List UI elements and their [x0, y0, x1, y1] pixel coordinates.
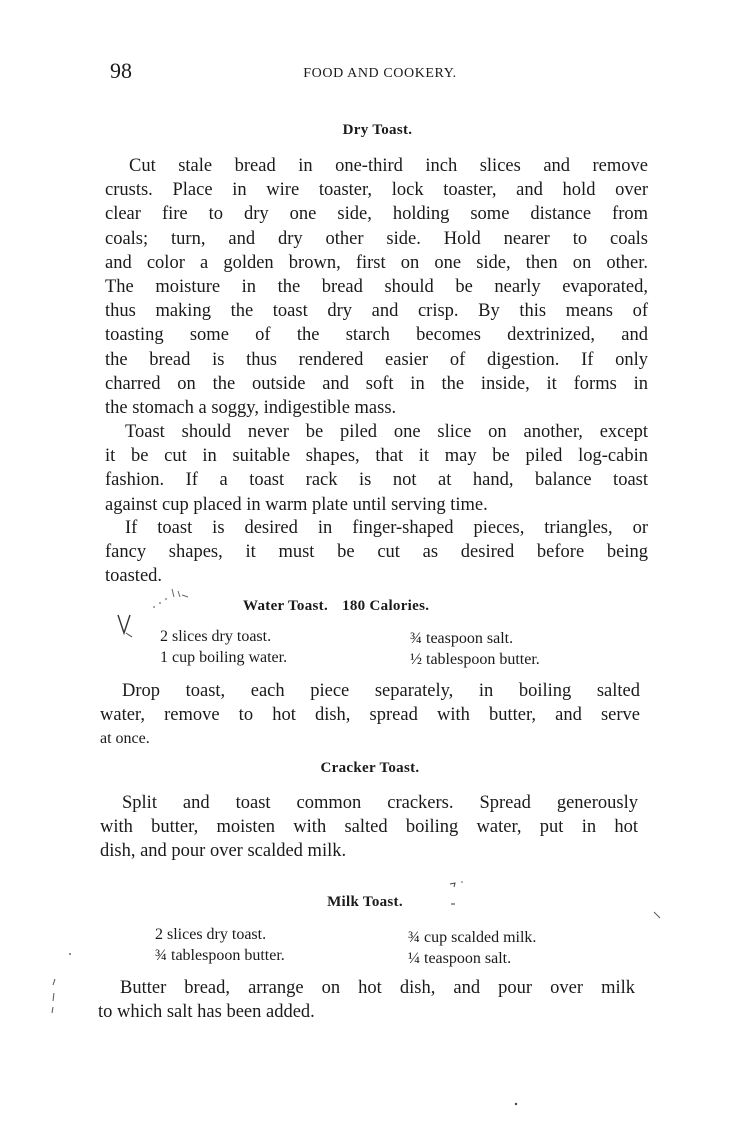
running-head: FOOD AND COOKERY.: [303, 66, 457, 81]
dry-toast-paragraph-2: [105, 420, 648, 517]
milk-toast-title: Milk Toast.: [327, 894, 403, 910]
milk-toast-ingredients-right: [408, 927, 536, 969]
dot-mark-icon: [66, 950, 74, 958]
margin-mark-icon: [45, 975, 65, 1025]
water-toast-calories: 180 Calories.: [342, 598, 430, 614]
cracker-toast-title: Cracker Toast.: [320, 760, 420, 776]
ingredient: 1 cup boiling water.: [160, 649, 288, 666]
text-line: toasted.: [105, 566, 163, 587]
text-line: at once.: [100, 730, 150, 748]
text-line: coals; turn, and dry other side. Hold nearer to coals: [105, 228, 648, 249]
text-line: with butter, moisten with salted boiling water, put in hot: [100, 817, 638, 838]
text-line: the bread is thus rendered easier of digestion. If only: [105, 349, 648, 370]
ingredient: 2 slices dry toast.: [155, 926, 267, 943]
ingredient: ¼ teaspoon salt.: [408, 950, 512, 967]
speck-mark-icon: [652, 910, 666, 924]
text-line: and color a golden brown, first on one side, then on other.: [105, 252, 648, 273]
dry-toast-title: Dry Toast.: [342, 122, 413, 138]
page-number: 98: [110, 58, 132, 83]
text-line: Toast should never be piled one slice on another, except: [125, 422, 648, 442]
ingredient: ½ tablespoon butter.: [410, 651, 540, 668]
text-line: dish, and pour over scalded milk.: [100, 841, 347, 862]
cracker-toast-directions: [100, 791, 638, 864]
dry-toast-paragraph-1: [105, 154, 648, 420]
text-line: charred on the outside and soft in the inside, it forms in: [105, 373, 648, 394]
page-header: [110, 58, 650, 88]
text-line: clear fire to dry one side, holding some distance from: [105, 204, 648, 225]
water-toast-ingredients-right: [410, 628, 540, 670]
text-line: it be cut in suitable shapes, that it may be piled log-cabin: [105, 446, 648, 467]
text-line: thus making the toast dry and crisp. By this means of: [105, 301, 648, 322]
print-mark-icon: [448, 878, 488, 908]
text-line: If toast is desired in finger-shaped pieces, triangles, or: [125, 518, 648, 538]
dry-toast-paragraph-3: [105, 516, 648, 589]
text-line: toasting some of the starch becomes dextrinized, and: [105, 325, 648, 346]
text-line: crusts. Place in wire toaster, lock toaster, and hold over: [105, 180, 648, 201]
ingredient: ¾ teaspoon salt.: [410, 630, 514, 647]
text-line: fashion. If a toast rack is not at hand, balance toast: [105, 470, 648, 491]
text-line: Butter bread, arrange on hot dish, and pour over milk: [120, 978, 635, 998]
dot-mark-icon: [512, 1100, 520, 1108]
text-line: against cup placed in warm plate until serving time.: [105, 494, 488, 515]
text-line: Cut stale bread in one-third inch slices and remove: [129, 156, 648, 176]
ingredient: 2 slices dry toast.: [160, 628, 272, 645]
text-line: to which salt has been added.: [98, 1002, 315, 1023]
text-line: Split and toast common crackers. Spread generously: [122, 793, 638, 813]
text-line: Drop toast, each piece separately, in boiling salted: [122, 681, 640, 701]
pencil-mark-icon: [108, 585, 198, 655]
text-line: water, remove to hot dish, spread with butter, and serve: [100, 705, 640, 726]
ingredient: ¾ cup scalded milk.: [408, 929, 537, 946]
water-toast-directions: [100, 679, 640, 752]
milk-toast-ingredients-left: [155, 924, 285, 966]
ingredient: ¾ tablespoon butter.: [155, 947, 285, 964]
text-line: the stomach a soggy, indigestible mass.: [105, 398, 397, 419]
water-toast-header: [243, 598, 429, 615]
text-line: The moisture in the bread should be nearly evaporated,: [105, 277, 648, 298]
water-toast-title: Water Toast.: [243, 598, 329, 614]
milk-toast-directions: [98, 976, 635, 1024]
text-line: fancy shapes, it must be cut as desired before being: [105, 542, 648, 563]
